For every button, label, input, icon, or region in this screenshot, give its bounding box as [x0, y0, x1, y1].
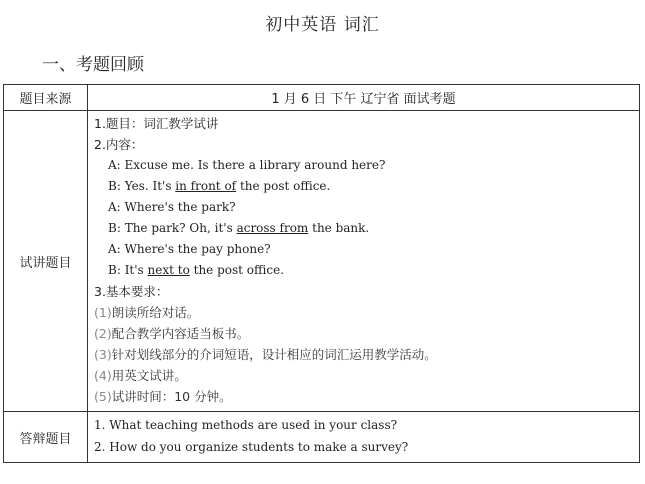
dialogue-text: A: [108, 200, 125, 214]
table-row-trial [4, 111, 640, 412]
dialogue-line [94, 197, 633, 218]
trial-content [88, 111, 640, 412]
trial-topic: 1.题目：词汇教学试讲 [94, 116, 219, 131]
table-row-defense [4, 412, 640, 463]
document-title: 初中英语 词汇 [265, 15, 380, 35]
dialogue-text: Where's the park? [124, 200, 236, 214]
requirement-item [94, 323, 633, 344]
requirement-item [94, 302, 633, 323]
requirements-list [94, 302, 633, 407]
dialogue-line [94, 176, 633, 197]
underlined-phrase: in front of [175, 179, 237, 193]
dialogue-line [94, 239, 633, 260]
defense-content [88, 412, 640, 463]
exam-table [3, 84, 640, 463]
requirement-number: (3) [94, 347, 112, 362]
requirement-text: 针对划线部分的介词短语，设计相应的词汇运用教学活动。 [111, 347, 437, 362]
dialogue-text: the post office. [236, 179, 331, 193]
dialogue-text: B: [108, 221, 125, 235]
section-heading: 一、考题回顾 [42, 55, 144, 75]
dialogue-text: A: [108, 242, 125, 256]
dialogue-text: the post office. [189, 263, 285, 277]
dialogue-line [94, 155, 633, 176]
requirement-number: (5) [94, 389, 112, 404]
requirement-text: 朗读所给对话。 [111, 305, 200, 320]
dialogue-text: B: [108, 263, 125, 277]
requirement-text: 配合教学内容适当板书。 [111, 326, 250, 341]
defense-question: 2. How do you organize students to make a survey? [94, 440, 409, 454]
dialogue-text: Where's the pay phone? [124, 242, 271, 256]
defense-label: 答辩题目 [4, 412, 88, 463]
dialogue [94, 155, 633, 281]
requirement-item [94, 344, 633, 365]
requirement-text: 用英文试讲。 [111, 368, 187, 383]
source-value: 1 月 6 日 下午 辽宁省 面试考题 [88, 85, 640, 111]
dialogue-text: The park? Oh, it's [124, 221, 237, 235]
underlined-phrase: next to [147, 263, 190, 277]
dialogue-text: A: [108, 158, 125, 172]
dialogue-text: Yes. It's [124, 179, 176, 193]
requirement-item [94, 386, 633, 407]
requirements-label: 3.基本要求： [94, 284, 169, 299]
underlined-phrase: across from [236, 221, 309, 235]
table-row-source [4, 85, 640, 111]
dialogue-text: It's [124, 263, 148, 277]
dialogue-line [94, 260, 633, 281]
dialogue-text: Excuse me. Is there a library around here? [124, 158, 386, 172]
requirement-number: (2) [94, 326, 112, 341]
requirement-item [94, 365, 633, 386]
content-label: 2.内容： [94, 137, 144, 152]
source-label: 题目来源 [4, 85, 88, 111]
dialogue-line [94, 218, 633, 239]
requirement-number: (1) [94, 305, 112, 320]
trial-label: 试讲题目 [4, 111, 88, 412]
dialogue-text: the bank. [308, 221, 370, 235]
requirement-text: 试讲时间：10 分钟。 [111, 389, 232, 404]
dialogue-text: B: [108, 179, 125, 193]
requirement-number: (4) [94, 368, 112, 383]
defense-question: 1. What teaching methods are used in your class? [94, 418, 398, 432]
